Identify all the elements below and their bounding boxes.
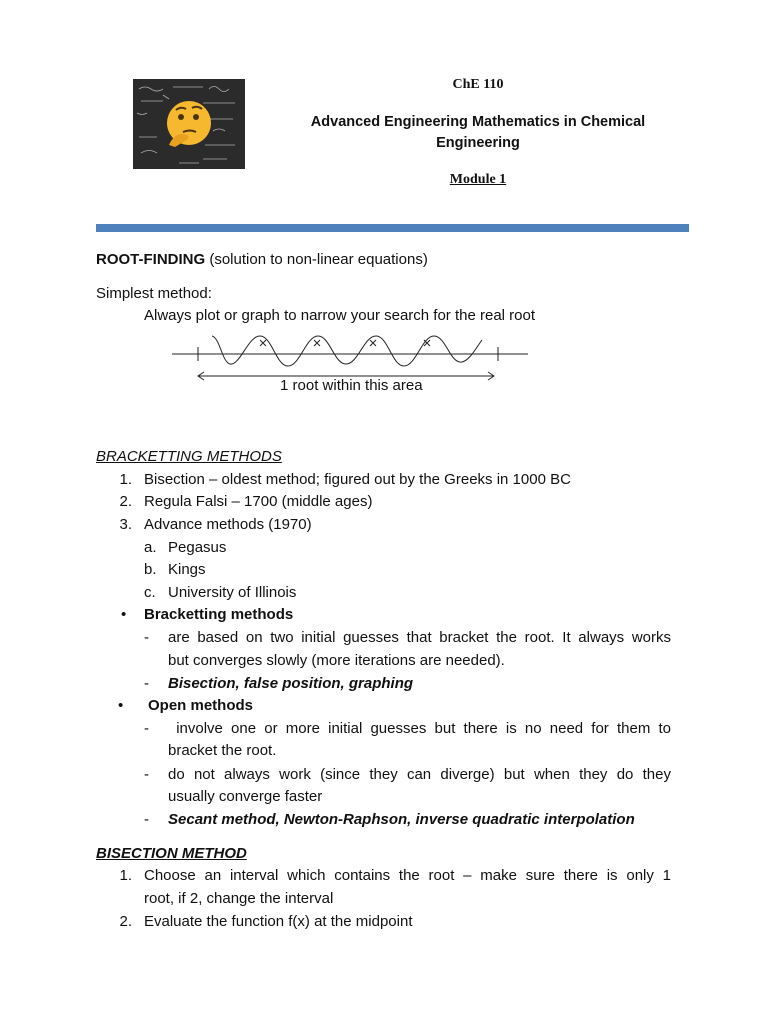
open-desc1-line1: involve one or more initial guesses but there is no need for them to: [168, 720, 672, 737]
root-finding-subtitle: (solution to non-linear equations): [209, 251, 428, 268]
list-number: 1.: [119, 867, 132, 884]
sub-list-item: Kings: [168, 561, 206, 578]
list-number: 2.: [119, 913, 132, 930]
course-title-line1: Advanced Engineering Mathematics in Chemical: [310, 114, 646, 130]
bisection-heading: BISECTION METHOD: [96, 845, 247, 862]
simplest-method-label: Simplest method:: [96, 285, 212, 302]
list-number: 3.: [119, 516, 132, 533]
bisection-step1-line1: Choose an interval which contains the root – make sure there is only 1: [144, 867, 671, 884]
sub-list-item: University of Illinois: [168, 584, 297, 601]
thinking-face-chalkboard-icon: [133, 79, 245, 169]
plot-tip: Always plot or graph to narrow your search for the real root: [144, 307, 536, 324]
oscillating-curve: [212, 336, 482, 366]
list-item: Advance methods (1970): [144, 516, 312, 533]
open-examples: Secant method, Newton-Raphson, inverse quadratic interpolation: [168, 811, 635, 828]
list-number: 1.: [119, 471, 132, 488]
bisection-step2: Evaluate the function f(x) at the midpoint: [144, 913, 413, 930]
bracketing-desc-line1: are based on two initial guesses that bracket the root. It always works: [168, 629, 671, 646]
figure-label: 1 root within this area: [280, 377, 423, 394]
list-item: Regula Falsi – 1700 (middle ages): [144, 493, 373, 510]
open-desc2-line1: do not always work (since they can diverge) but when they do they: [168, 766, 671, 783]
bullet-icon: •: [121, 606, 127, 623]
open-desc2-line2: usually converge faster: [168, 788, 323, 805]
course-title-line2: Engineering: [436, 135, 520, 151]
root-cross: [314, 340, 320, 346]
bullet-icon: •: [118, 697, 124, 714]
root-finding-heading: ROOT-FINDING: [96, 251, 206, 268]
bracketing-examples: Bisection, false position, graphing: [168, 675, 414, 692]
sub-list-letter: a.: [144, 539, 157, 556]
bisection-step1-line2: root, if 2, change the interval: [144, 890, 334, 907]
sub-list-item: Pegasus: [168, 539, 227, 556]
root-cross: [260, 340, 266, 346]
list-number: 2.: [119, 493, 132, 510]
root-cross: [370, 340, 376, 346]
course-title: [300, 112, 656, 154]
root-cross: [424, 340, 430, 346]
dash-marker: -: [144, 720, 149, 737]
bracketing-title: Bracketting methods: [144, 606, 294, 623]
dash-marker: -: [144, 811, 149, 828]
dash-marker: -: [144, 629, 149, 646]
sub-list-letter: b.: [144, 561, 157, 578]
open-desc1-line2: bracket the root.: [168, 742, 277, 759]
dash-marker: -: [144, 675, 149, 692]
module-label: Module 1: [449, 172, 507, 187]
sub-list-letter: c.: [144, 584, 156, 601]
dash-marker: -: [144, 766, 149, 783]
header-divider: [96, 224, 689, 232]
list-item: Bisection – oldest method; figured out by the Greeks in 1000 BC: [144, 471, 571, 488]
root-finding-line: [96, 251, 428, 269]
open-title: Open methods: [148, 697, 254, 714]
course-code: ChE 110: [452, 77, 504, 92]
bracketting-heading: BRACKETTING METHODS: [96, 448, 282, 465]
bracketing-desc-line2: but converges slowly (more iterations are needed).: [168, 652, 505, 669]
